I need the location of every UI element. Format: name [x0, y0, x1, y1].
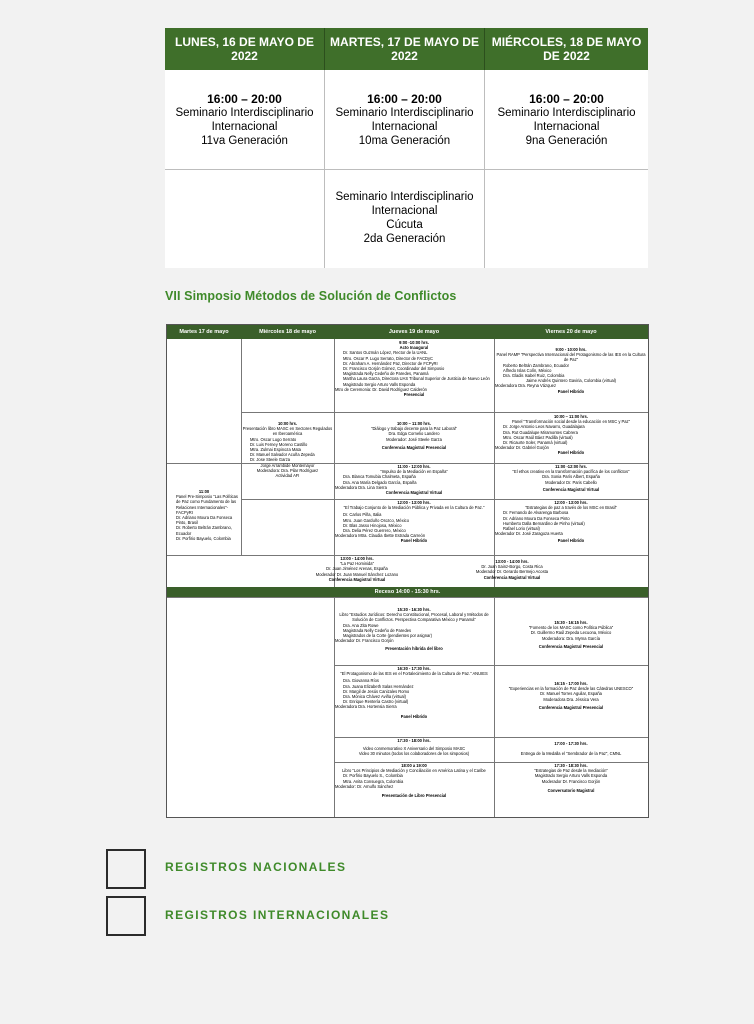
registros-internacionales-checkbox[interactable] [106, 896, 146, 936]
event-jue-1100 [335, 464, 493, 499]
cell-martes-seminar [325, 70, 485, 170]
event-vie-1100 [495, 464, 647, 499]
cell-miercoles-seminar [485, 70, 648, 170]
speaker: Dr. Juan Jiménez Arenas, España [326, 566, 388, 572]
event-vie-1200 [495, 500, 647, 555]
participant: • Magistrados de la Corte (pendientes por asignar) [343, 633, 493, 638]
participant: • Dr. Roberto Beltrán Zambrano, Ecuador [176, 525, 240, 535]
participant: • Dra. Rut Guadalupe Miramontes Cabrera [503, 430, 647, 435]
moderator: Moderadora: Dra. Pilar Rodríguez [256, 467, 319, 473]
event-vie-1700 [495, 741, 647, 762]
participant: • Mtra. Zulmai Espinoza Mata [250, 447, 333, 452]
event-vie-1530 [495, 620, 647, 665]
event-mar-1100 [168, 489, 240, 555]
participant: • Dra. Delia Pérez Guerrero, México [343, 528, 493, 533]
cell-cucuta-seminar [325, 170, 485, 268]
event-mode: Panel Híbrido [557, 450, 585, 456]
event-mode: Conversatorio Magistral [547, 787, 595, 793]
moderator: Moderador: Dr. Arnulfo Sánchez [335, 783, 394, 789]
event-1300-hominida [257, 556, 457, 586]
speaker: Dra. Sonia París Albert, España [542, 474, 600, 480]
line: 11va Generación [201, 135, 288, 147]
registros-nacionales-checkbox[interactable] [106, 849, 146, 889]
header-martes: MARTES, 17 DE MAYO DE 2022 [325, 28, 485, 70]
participant: • Mtro. Juan Garduño Orozco, México [343, 518, 493, 523]
participant: • Dra. Ana María Delgado García, España [343, 480, 493, 485]
participant: • Dr. Luis Ferney Moreno Castillo [250, 442, 333, 447]
participant: • Dr. Manuel Salvador Acuña Zepeda [250, 452, 333, 457]
moderator: Moderadora: Dra. Myrna García [541, 635, 601, 641]
event-description: "Impulso de la Mediación en España" [380, 469, 448, 475]
event-mode: Panel Híbrido [400, 713, 428, 719]
registros-internacionales-link[interactable]: REGISTROS INTERNACIONALES [165, 908, 390, 922]
participant: • Dra. Gladis Isabel Ruiz, Colombia [503, 373, 647, 378]
participant: • Dr. Jorge Antonio Leos Navarro, Guadalajara [503, 424, 647, 429]
event-mode: Presencial [403, 392, 425, 398]
participant: • Mtro. Oscar Raúl Báez Padilla (virtual) [503, 435, 647, 440]
cell-lunes-seminar [165, 70, 325, 170]
event-mode: Panel Híbrido [557, 388, 585, 394]
event-description: • Panel Pre-Simposio "Las Políticas de Paz como Fundamento de las Relaciones Internacionales"- FACPyRI [176, 494, 240, 515]
participant: • Dra. Mónica Chávez Aviña (virtual) [343, 694, 493, 699]
event-1300-costa-rica [437, 559, 587, 587]
participant: • Martha Laura Garza, Directora UAS Tribunal Superior de Justicia de Nuevo León [343, 376, 493, 381]
line: 9na Generación [525, 135, 608, 147]
event-time: 16:15 - 17:00 hrs. [554, 681, 588, 686]
master-of-ceremony: Mtro de Ceremonia: Dr. David Rodríguez Calderón [335, 386, 427, 392]
event-description: "Estrategias de paz a través de los MSC en Brasil" [525, 505, 617, 511]
event-mode: Panel Híbrido [400, 538, 428, 544]
event-description: "El ethos creativo en la transformación pacífica de los conflictos" [512, 469, 630, 475]
line: Internacional [533, 121, 600, 133]
event-time: 11:00 -12:00 hrs. [555, 464, 587, 469]
event-jue-1800 [335, 763, 493, 817]
participant: • Dra. Juana Elizabeth Salas Hernández [343, 684, 493, 689]
event-time: 13:00 - 14:00 hrs. [495, 559, 529, 564]
section-title: VII Simposio Métodos de Solución de Conflictos [165, 289, 457, 303]
participant: • Dra. Ana Zita Rowe [343, 623, 493, 628]
moderator: Moderadora Dra. Reyna Vázquez [495, 383, 556, 389]
event-time: 9:00 - 10:00 hrs. [555, 347, 587, 352]
time: 16:00 – 20:00 [207, 92, 282, 106]
event-description: Libro "Los Principios de Mediación y Conciliación en América Latina y el Caribe [342, 768, 486, 774]
event-time: 13:00 - 14:00 hrs. [340, 556, 374, 561]
event-time: 11:00 [198, 489, 210, 494]
moderator: Moderadora Dra. Lina Sierra [335, 484, 387, 490]
moderator: Moderadora Mtra. Claudia Ibette Estrada Carreón [335, 533, 426, 539]
participant: Jorge Arrambide Montemayor [260, 462, 315, 468]
participant: • Magistrado Sergio Arturo Valls Esponda [343, 382, 493, 387]
event-mode: Presentación híbrida del libro [385, 646, 443, 652]
event-mode: Presentación de Libro Presencial [381, 793, 447, 799]
event-description: "Fomento de los MASC como Política Pública" [528, 625, 614, 631]
participant: • Dr. Enrique Rentería Castro (virtual) [343, 699, 493, 704]
moderator: Moderador Dr. Juan Manuel Sánchez Lozano [315, 571, 399, 577]
moderator: Moderadora Dra. Jéssica Vera [543, 696, 599, 702]
event-mode: Panel Híbrido [557, 538, 585, 544]
event-time: 17:30 - 18:00 hrs. [397, 738, 431, 743]
header-lunes: LUNES, 16 DE MAYO DE 2022 [165, 28, 325, 70]
line: Seminario Interdisciplinario [335, 191, 474, 203]
moderator: Moderador Dr. Gabriel Gorjón [495, 445, 549, 451]
participant: • Alfredo Islas Colín, México [503, 368, 647, 373]
participant: • Magistrada Nelly Cedeño de Paredes, Panamá [343, 371, 493, 376]
registros-nacionales-link[interactable]: REGISTROS NACIONALES [165, 860, 347, 874]
speaker: Dr. Guillermo Raúl Zepeda Lecuona, México [530, 630, 612, 636]
participant: • Dra. Giovanna Ríos [343, 678, 493, 683]
event-mode: Actividad AFI [275, 473, 300, 479]
simposio-program-table [166, 324, 649, 818]
header-jueves: Jueves 19 de mayo [388, 329, 440, 335]
time: 16:00 – 20:00 [529, 92, 604, 106]
line: Seminario Interdisciplinario [497, 107, 636, 119]
speaker: Magistrado Sergio Arturo Valls Esponda [534, 773, 608, 779]
speaker: Dr. Juan Sainz-Borgo, Costa Rica [481, 564, 543, 570]
participant: • Dr. Margil de Jesús Canizales Romo [343, 689, 493, 694]
participant: • Magistrada Nelly Cedeño de Paredes [343, 628, 493, 633]
cell-empty [485, 170, 648, 268]
event-jue-1730 [335, 738, 493, 762]
event-title: Acto Inaugural [399, 345, 429, 351]
moderator: Moderador Dr. Francisco Gorjón [335, 638, 394, 644]
moderator: Moderador Dr. Gerardo Bermejo Acosta [475, 569, 549, 575]
event-vie-1730 [495, 763, 647, 817]
event-jue-1000 [335, 421, 493, 463]
header-martes: Martes 17 de mayo [179, 329, 229, 335]
event-description: "La Paz Hominida" [339, 561, 375, 567]
event-time: 10:00 – 11:00 hrs. [397, 421, 431, 426]
event-time: 9:00 -10:00 hrs. [399, 340, 429, 345]
cell-empty [165, 170, 325, 268]
moderator: Moderadora Dra. Hortensia Sierra [335, 704, 397, 710]
line: 2da Generación [363, 233, 446, 245]
grid-line [167, 597, 648, 598]
participant: • Dr. Porfirio Bayuelo, Colombia [176, 536, 240, 541]
header-viernes: Viernes 20 de mayo [545, 329, 597, 335]
line: 10ma Generación [358, 135, 451, 147]
event-time: 18:00 a 19:00 [401, 763, 427, 768]
participant: • Mtro. Oscar P. Lugo Serrato, Director de FACDyC [343, 356, 493, 361]
participant: • Dr. Ricaurte Soler, Panamá (virtual) [503, 440, 647, 445]
event-vie-1000 [495, 414, 647, 463]
event-description: "El Protagonismo de las IES en el Fortalecimiento de la Cultura de Paz." ANUIES [340, 671, 488, 677]
line: Internacional [371, 121, 438, 133]
event-description: Entrega de la Medalla el "Sembrador de la Paz", CMNL [520, 751, 622, 757]
participant: • Dr. Jose Steele Garza [250, 457, 333, 462]
event-description: Panel RAMP "Perspectiva Internacional del Protagonismo de las IES en la Cultura de Paz" [496, 352, 646, 363]
header-miercoles: MIÉRCOLES, 18 DE MAYO DE 2022 [485, 28, 648, 70]
event-time: 10:00 hrs. [277, 421, 298, 426]
event-time: 10:00 – 11:00 hrs. [554, 414, 588, 419]
event-time: 12:00 - 13:00 hrs. [397, 500, 431, 505]
event-time: 16:30 - 17:30 hrs. [397, 666, 431, 671]
participant: • Dr. Adriano Moura Da Fonseca Pinto, Brasil [176, 515, 240, 525]
time: 16:00 – 20:00 [367, 92, 442, 106]
participant: • Dr. Carlos Piña, Italia [343, 512, 493, 517]
participant: • Mtro. Oscar Lugo Serrato [250, 437, 333, 442]
line: Internacional [371, 205, 438, 217]
event-time: 15:30 - 16:15 hrs. [554, 620, 588, 625]
moderator: Moderador: José Steele Garza [386, 436, 442, 442]
event-mode: Conferencia Magistral Presencial [381, 444, 447, 450]
event-jue-1530 [335, 607, 493, 665]
event-mode: Conferencia Magistral Presencial [538, 704, 604, 710]
moderator: Moderador Dr. José Zaragoza Huerta [495, 531, 563, 537]
event-time: 12:00 - 13:00 hrs. [554, 500, 588, 505]
event-time: 17:00 - 17:30 hrs. [554, 741, 588, 746]
line: Seminario Interdisciplinario [175, 107, 314, 119]
participant: • Roberto Beltrán Zambrano, Ecuador [503, 363, 647, 368]
event-mode: Conferencia Magistral Virtual [385, 490, 443, 496]
moderator: Moderador Dr. Paris Cabello [545, 479, 597, 485]
event-description: "Estrategias de Paz desde la mediación" [534, 768, 608, 774]
event-description: Panel "Transformación social desde la educación en MSC y Paz" [511, 419, 631, 425]
line: Seminario Interdisciplinario [335, 107, 474, 119]
event-vie-0900 [495, 347, 647, 412]
seminar-schedule-table [165, 28, 648, 268]
event-description: Video 30 minutos (todos los colaboradores de los simposios) [358, 751, 470, 757]
participant: • Dr. Francisco Gorjón Gómez, Coordinador del Simposio [343, 366, 493, 371]
event-time: 15:30 - 16:30 hrs. [397, 607, 431, 612]
grid-line [241, 412, 648, 413]
receso-bar: Receso 14:00 - 15:30 hrs. [167, 587, 648, 597]
participant: • Humberto Dalla Bernardino de Pinho (virtual) [503, 521, 647, 526]
participant: • Dr. Porfirio Bayuelo S., Colombia [343, 773, 493, 778]
event-description: Libro "Estudios Jurídicos: Derecho Constitucional, Procesal, Laboral y Métodos de Solución de Conflictos. Perspectiva Comparativa México y Panamá" [339, 612, 489, 623]
participant: • Dr. Blas Jasso Hinojosa, México [343, 523, 493, 528]
event-mode: Conferencia Magistral Virtual [483, 574, 541, 580]
event-description: "Experiencias en la formación de Paz desde las Cátedras UNESCO" [508, 686, 634, 692]
speaker: Dr. Manuel Torres Aguilar, España [540, 691, 602, 697]
event-description: Video conmemorativo X Aniversario del Simposio MASC [362, 746, 466, 752]
event-time: 17:30 - 18:30 hrs. [554, 763, 588, 768]
participant: • Dr. Fernando de Alvarenga Barbosa [503, 510, 647, 515]
line: Cúcuta [386, 219, 423, 231]
participant: • Dr. Adriano Moura Da Fonseca Pinto [503, 516, 647, 521]
event-vie-1615 [495, 681, 647, 737]
event-mode: Conferencia Magistral Presencial [538, 643, 604, 649]
participant: • Dr. Abraham A. Hernández Paz, Director de FCPyRI [343, 361, 493, 366]
event-mode: Conferencia Magistral Virtual [328, 576, 386, 582]
event-description: "Diálogo y trabajo decente para la Paz Laboral" [371, 426, 457, 432]
event-mode: Conferencia Magistral Virtual [542, 486, 600, 492]
header-miercoles: Miércoles 18 de mayo [259, 329, 316, 335]
participant: • Dra. Blanca Tomubia Chalmeta, España [343, 474, 493, 479]
event-jue-1200 [335, 500, 493, 555]
event-jue-1630 [335, 666, 493, 737]
event-description: "El Trabajo Conjunto de la Mediación Pública y Privada en la Cultura de Paz." [343, 505, 485, 511]
participant: • Rafael Lorio (virtual) [503, 526, 647, 531]
event-time: 11:00 - 12:00 hrs. [397, 464, 431, 469]
event-description: Presentación libro MASC en Sectores Regulados en Iberoamérica [242, 426, 333, 437]
participant: • Dr. Santos Guzmán López, Rector de la UANL [343, 350, 493, 355]
speaker: Dra. Edga Cornelio Landero [388, 431, 440, 437]
line: Internacional [211, 121, 278, 133]
moderator: Moderador Dr. Francisco Gorjón [541, 778, 601, 784]
participant: • Mtra. Anita Consuegra, Colombia [343, 779, 493, 784]
participant: Jaime Andrés Quintero Gaviria, Colombia (virtual) [525, 378, 617, 384]
event-jue-0900 [335, 340, 493, 412]
event-mie-1000 [242, 421, 333, 499]
